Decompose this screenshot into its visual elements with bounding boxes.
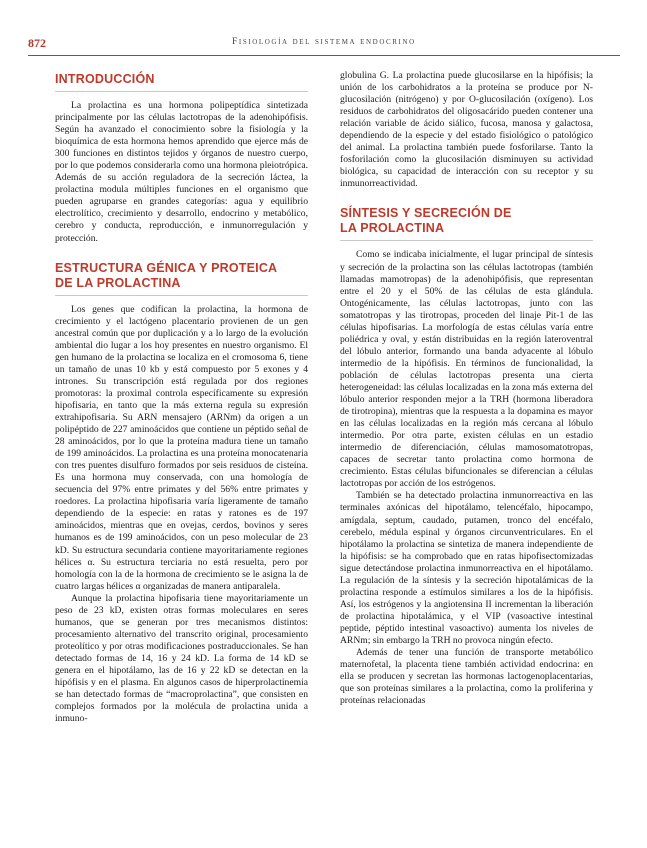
right-column bbox=[340, 70, 593, 707]
running-head: Fisiología del sistema endocrino bbox=[232, 37, 416, 47]
page-number: 872 bbox=[28, 36, 46, 50]
section-title-sintesis: SÍNTESIS Y SECRECIÓN DE LA PROLACTINA bbox=[340, 206, 512, 236]
paragraph: Además de tener una función de transporte metabólico maternofetal, la placenta tiene también actividad endocrina: en ella se producen y secretan las hormonas lactogenoplacentarias, que son proteínas similares a la prolactina, como la proliferina y proteínas relacionadas bbox=[340, 647, 593, 707]
paragraph-continuation: globulina G. La prolactina puede glucosilarse en la hipófisis; la unión de los carbohidratos a la proteína se produce por N-glucosilación (nitrógeno) y por O-glucosilación (oxígeno). Los residuos de carbohidratos del oligosacárido pueden contener una relación variable de ácido siálico, fucosa, manosa y galactosa, dependiendo de la especie y del estado fisiológico o patológico del animal. La prolactina también puede fosforilarse. Tanto la fosforilación como la glucosilación disminuyen su actividad biológica, su capacidad de interacción con su receptor y su inmunorreactividad. bbox=[340, 70, 593, 190]
paragraph: La prolactina es una hormona polipeptídica sintetizada principalmente por las células lactotropas de la adenohipófisis. Según ha avanzado el conocimiento sobre la fisiología y la bioquímica de esta hormona hemos aprendido que ejerce más de 300 funciones en distintos tejidos y órganos de nuestro cuerpo, por lo que podemos considerarla como una hormona pleiotrópica. Además de su acción reguladora de la secreción láctea, la prolactina modula múltiples funciones en el organismo que pueden agruparse en grandes categorías: agua y equilibrio electrolítico, crecimiento y desarrollo, endocrino y metabólico, cerebro y conducta, reproducción, e inmunorregulación y protección. bbox=[55, 100, 308, 244]
section-title-estructura: ESTRUCTURA GÉNICA Y PROTEICA DE LA PROLACTINA bbox=[55, 260, 278, 290]
section-title-introduccion: INTRODUCCIÓN bbox=[55, 72, 155, 86]
section-divider bbox=[55, 91, 308, 92]
paragraph: Como se indicaba inicialmente, el lugar principal de síntesis y secreción de la prolactina son las células lactotropas (también llamadas mamotropas) de la adenohipófisis, que representan entre el 20 y el 50% de las células de esta glándula. Ontogénicamente, las células lactotropas, junto con las somatotropas y las tirotropas, proceden del linaje Pit-1 de las células hipofisarias. La morfología de estas células varía entre poliédrica y oval, y están distribuidas en la región lateroventral del lóbulo anterior, formando una banda adyacente al lóbulo intermedio de la hipófisis. En términos de funcionalidad, la población de células lactotropas presenta una cierta heterogeneidad: las células localizadas en la zona más externa del lóbulo anterior responden mejor a la TRH (hormona liberadora de tirotropina), mientras que la respuesta a la dopamina es mayor en las células localizadas en la región más cercana al lóbulo intermedio. Por otra parte, existen células en un estadio intermedio de diferenciación, células mamosomatotropas, capaces de secretar tanto prolactina como hormona de crecimiento. Estas células bifuncionales se diferencian a células lactotropas por acción de los estrógenos. bbox=[340, 249, 593, 490]
header-rule bbox=[28, 55, 620, 56]
section-divider bbox=[340, 240, 593, 241]
page-header bbox=[28, 36, 618, 56]
section-divider bbox=[55, 295, 308, 296]
left-column bbox=[55, 70, 308, 725]
paragraph: Aunque la prolactina hipofisaria tiene mayoritariamente un peso de 23 kD, existen otras formas moleculares en seres humanos, que se generan por tres mecanismos distintos: procesamiento alternativo del transcrito original, procesamiento proteolítico y por otras modificaciones postraduccionales. Se han detectado formas de 14, 16 y 24 kD. La forma de 14 kD se genera en el hipotálamo, las de 16 y 22 kD se detectan en la hipófisis y en el plasma. En algunos casos de hiperprolactinemia se han detectado formas de “macroprolactina”, que consisten en complejos formados por la molécula de prolactina unida a inmuno- bbox=[55, 592, 308, 725]
paragraph: También se ha detectado prolactina inmunorreactiva en las terminales axónicas del hipotálamo, telencéfalo, hipocampo, amígdala, septum, caudado, putamen, tronco del encéfalo, cerebelo, médula espinal y órganos circunventriculares. En el hipotálamo la prolactina se sintetiza de manera independiente de la hipófisis: se ha comprobado que en ratas hipofisectomizadas sigue detectándose prolactina inmunorreactiva en el hipotálamo. La regulación de la síntesis y la secreción hipotalámicas de la prolactina responde a estímulos similares a los de la hipófisis. Así, los estrógenos y la angiotensina II incrementan la liberación de prolactina hipotalámica, y el VIP (vasoactive intestinal peptide, péptido intestinal vasoactivo) aumenta los niveles de ARNm; sin embargo la TRH no provoca ningún efecto. bbox=[340, 490, 593, 646]
paragraph: Los genes que codifican la prolactina, la hormona de crecimiento y el lactógeno placentario provienen de un gen ancestral común que por duplicación y a lo largo de la evolución ambiental dio lugar a los hoy presentes en nuestro organismo. El gen humano de la prolactina se localiza en el cromosoma 6, tiene un tamaño de unas 10 kb y está compuesto por 5 exones y 4 intrones. Su transcripción está regulada por dos regiones promotoras: la proximal controla específicamente su expresión hipofisaria, en tanto que la más externa regula su expresión extrahipofisaria. Su ARN mensajero (ARNm) da origen a un polipéptido de 227 aminoácidos que contiene un péptido señal de 28 aminoácidos, por lo que la proteína madura tiene un tamaño de 199 aminoácidos. La prolactina es una proteína monocatenaria con tres puentes disulfuro formados por seis residuos de cisteína. Es una hormona muy conservada, con una homología de secuencia del 97% entre primates y del 56% entre primates y roedores. La prolactina hipofisaria varía ligeramente de tamaño dependiendo de la especie: en ratas y ratones es de 197 aminoácidos, mientras que en ovejas, cerdos, bovinos y seres humanos es de 199 aminoácidos, con un peso molecular de 23 kD. Su estructura secundaria contiene mayoritariamente regiones hélices α. Su estructura terciaria no está resuelta, pero por homología con la de la hormona de crecimiento se le asigna la de cuatro largas hélices α organizadas de manera antiparalela. bbox=[55, 303, 308, 592]
